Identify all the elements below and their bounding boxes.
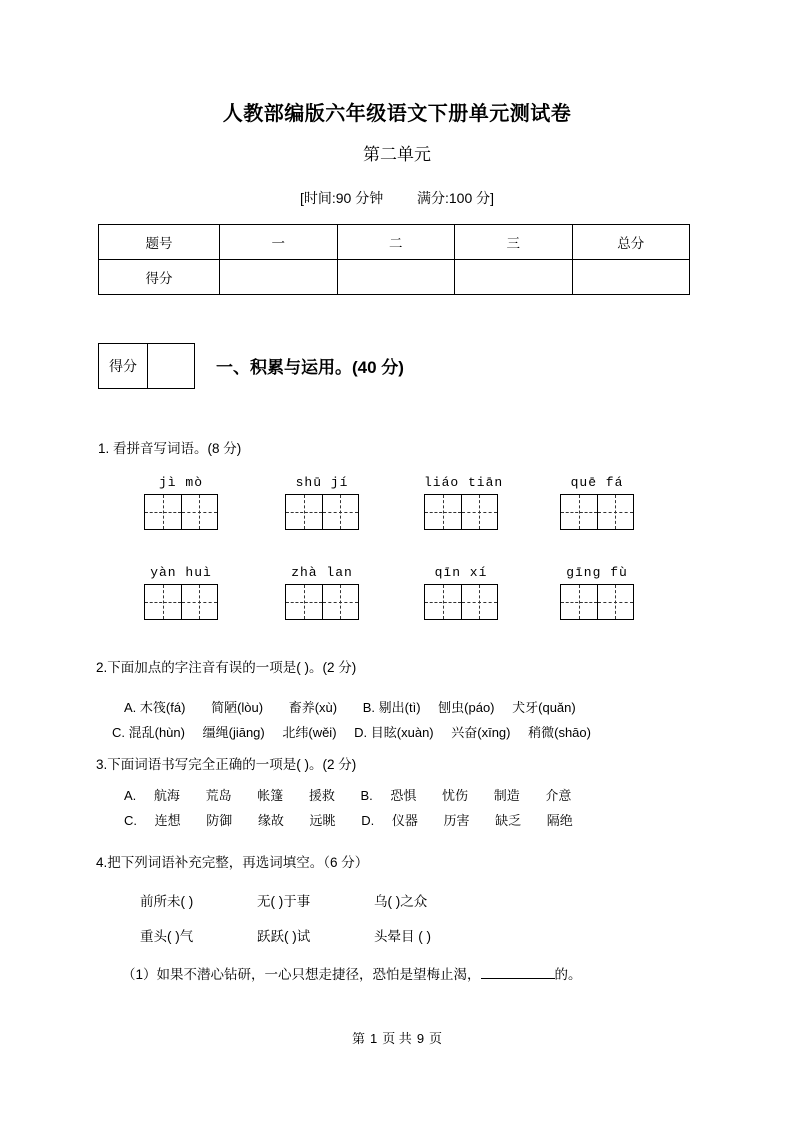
section-score-label: 得分 [99, 344, 148, 388]
option-c-item-4: 远眺 [309, 813, 336, 828]
option-b-item-3: 犬牙(quǎn) [512, 700, 576, 715]
unit-subtitle: 第二单元 [363, 145, 431, 164]
option-a-item-2: 简陋(lòu) [211, 700, 264, 715]
grid-cell[interactable] [182, 585, 218, 619]
option-d-item-2: 兴奋(xīng) [451, 725, 511, 740]
option-b-item-3: 制造 [493, 788, 520, 803]
option-a-item-3: 畜养(xù) [288, 700, 338, 715]
option-d-item-2: 历害 [443, 813, 470, 828]
question-4-prompt: 4.把下列词语补充完整，再选词填空。（6 分） [96, 855, 369, 870]
row-label-score: 得分 [99, 260, 220, 295]
idiom-blank-4[interactable]: 重头( )气 [140, 929, 194, 944]
pinyin-word-4 [560, 474, 634, 530]
character-grid-7[interactable] [424, 584, 498, 620]
option-d-label[interactable]: D. [361, 813, 375, 828]
option-d-item-3: 稍微(shāo) [528, 725, 591, 740]
character-grid-4[interactable] [560, 494, 634, 530]
grid-cell[interactable] [145, 495, 182, 529]
option-a-item-1: 木筏(fá) [139, 700, 186, 715]
question-4-idiom-row-2 [140, 925, 431, 945]
grid-cell[interactable] [323, 585, 359, 619]
column-header-1: 一 [220, 225, 338, 260]
question-4-sub-1 [122, 963, 582, 983]
option-c-item-1: 连想 [154, 813, 181, 828]
question-4-sub-1-text: （1）如果不潜心钻研，一心只想走捷径，恐怕是望梅止渴， [122, 967, 481, 982]
option-c-item-3: 缘故 [257, 813, 284, 828]
grid-cell[interactable] [561, 585, 598, 619]
pinyin-label-2: shū jí [295, 475, 349, 490]
section-one-title: 一、积累与运用。(40 分) [216, 358, 404, 377]
option-d-item-1: 目眩(xuàn) [370, 725, 434, 740]
option-b-label[interactable]: B. [360, 788, 373, 803]
total-score-label: 满分:100 分] [417, 190, 495, 206]
answer-blank[interactable] [481, 965, 555, 979]
option-b-item-1: 恐惧 [390, 788, 417, 803]
character-grid-8[interactable] [560, 584, 634, 620]
grid-cell[interactable] [598, 585, 634, 619]
section-score-box [98, 343, 195, 389]
pinyin-label-3: liáo tiān [424, 475, 504, 490]
character-grid-2[interactable] [285, 494, 359, 530]
grid-cell[interactable] [182, 495, 218, 529]
grid-cell[interactable] [462, 495, 498, 529]
question-4-sub-1-suffix: 的。 [554, 967, 582, 982]
grid-cell[interactable] [561, 495, 598, 529]
pinyin-word-5 [144, 564, 218, 620]
grid-cell[interactable] [323, 495, 359, 529]
option-a-item-4: 援救 [308, 788, 335, 803]
option-d-label[interactable]: D. [354, 725, 368, 740]
pinyin-word-7 [424, 564, 498, 620]
pinyin-label-8: gīng fù [566, 565, 628, 580]
idiom-blank-3[interactable]: 乌( )之众 [374, 894, 428, 909]
pinyin-label-5: yàn huì [150, 565, 212, 580]
question-2-prompt: 2.下面加点的字注音有误的一项是( )。(2 分) [96, 660, 357, 675]
question-1-prompt: 1. 看拼音写词语。(8 分) [98, 441, 242, 456]
character-grid-1[interactable] [144, 494, 218, 530]
pinyin-word-6 [285, 564, 359, 620]
grid-cell[interactable] [286, 585, 323, 619]
exam-meta [0, 188, 794, 208]
option-a-label[interactable]: A. [124, 788, 137, 803]
grid-cell[interactable] [286, 495, 323, 529]
pinyin-label-1: jì mò [158, 475, 203, 490]
footer-page-prefix: 第 [351, 1031, 365, 1046]
question-3-prompt: 3.下面词语书写完全正确的一项是( )。(2 分) [96, 757, 357, 772]
option-b-item-4: 介意 [545, 788, 572, 803]
question-3-options-line-2 [124, 810, 573, 829]
grid-cell[interactable] [598, 495, 634, 529]
question-4-idiom-row-1 [140, 890, 427, 910]
row-label-question-number: 题号 [99, 225, 220, 260]
option-a-label[interactable]: A. [124, 700, 137, 715]
pinyin-label-4: quē fá [570, 475, 624, 490]
pinyin-word-3 [424, 474, 503, 530]
table-row-question-numbers [99, 225, 690, 260]
grid-cell[interactable] [425, 495, 462, 529]
page-title: 人教部编版六年级语文下册单元测试卷 [222, 103, 572, 125]
question-3-options-line-1 [124, 785, 571, 804]
question-2-options-line-1 [124, 697, 576, 716]
score-cell-2[interactable] [337, 260, 455, 295]
score-summary-table [98, 224, 690, 295]
pinyin-word-2 [285, 474, 359, 530]
option-d-item-4: 隔绝 [546, 813, 573, 828]
idiom-blank-1[interactable]: 前所未( ) [140, 894, 194, 909]
grid-cell[interactable] [145, 585, 182, 619]
footer-page-mid: 页 共 [382, 1031, 412, 1046]
pinyin-word-1 [144, 474, 218, 530]
page-footer [0, 1028, 794, 1047]
option-b-item-1: 剔出(tì) [378, 700, 421, 715]
option-d-item-3: 缺乏 [495, 813, 522, 828]
pinyin-word-8 [560, 564, 634, 620]
option-b-item-2: 忧伤 [442, 788, 469, 803]
pinyin-label-6: zhà lan [291, 565, 353, 580]
option-b-label[interactable]: B. [362, 700, 376, 715]
idiom-blank-5[interactable]: 跃跃( )试 [257, 929, 311, 944]
table-row-scores [99, 260, 690, 295]
character-grid-3[interactable] [424, 494, 498, 530]
option-a-item-1: 航海 [153, 788, 180, 803]
idiom-blank-6[interactable]: 头晕目 ( ) [374, 929, 432, 944]
option-c-label[interactable]: C. [112, 725, 125, 740]
option-a-item-2: 荒岛 [205, 788, 232, 803]
footer-page-number: 1 [369, 1031, 378, 1046]
section-score-value[interactable] [148, 344, 194, 388]
score-cell-3[interactable] [455, 260, 573, 295]
character-grid-6[interactable] [285, 584, 359, 620]
pinyin-label-7: qīn xí [434, 565, 488, 580]
idiom-blank-2[interactable]: 无( )于事 [257, 894, 311, 909]
score-cell-total[interactable] [572, 260, 690, 295]
character-grid-5[interactable] [144, 584, 218, 620]
option-c-item-1: 混乱(hùn) [128, 725, 185, 740]
footer-total-pages: 9 [416, 1031, 425, 1046]
option-c-item-3: 北纬(wěi) [282, 725, 337, 740]
option-c-item-2: 防御 [206, 813, 233, 828]
grid-cell[interactable] [462, 585, 498, 619]
score-cell-1[interactable] [220, 260, 338, 295]
question-2-options-line-2 [112, 722, 591, 741]
option-a-item-3: 帐篷 [257, 788, 284, 803]
grid-cell[interactable] [425, 585, 462, 619]
option-c-label[interactable]: C. [124, 813, 137, 828]
option-c-item-2: 缰绳(jiāng) [202, 725, 265, 740]
option-b-item-2: 刨虫(páo) [438, 700, 495, 715]
column-header-total: 总分 [572, 225, 690, 260]
column-header-2: 二 [337, 225, 455, 260]
column-header-3: 三 [455, 225, 573, 260]
option-d-item-1: 仪器 [391, 813, 418, 828]
time-limit-label: [时间:90 分钟 [299, 190, 384, 206]
footer-page-suffix: 页 [429, 1031, 443, 1046]
